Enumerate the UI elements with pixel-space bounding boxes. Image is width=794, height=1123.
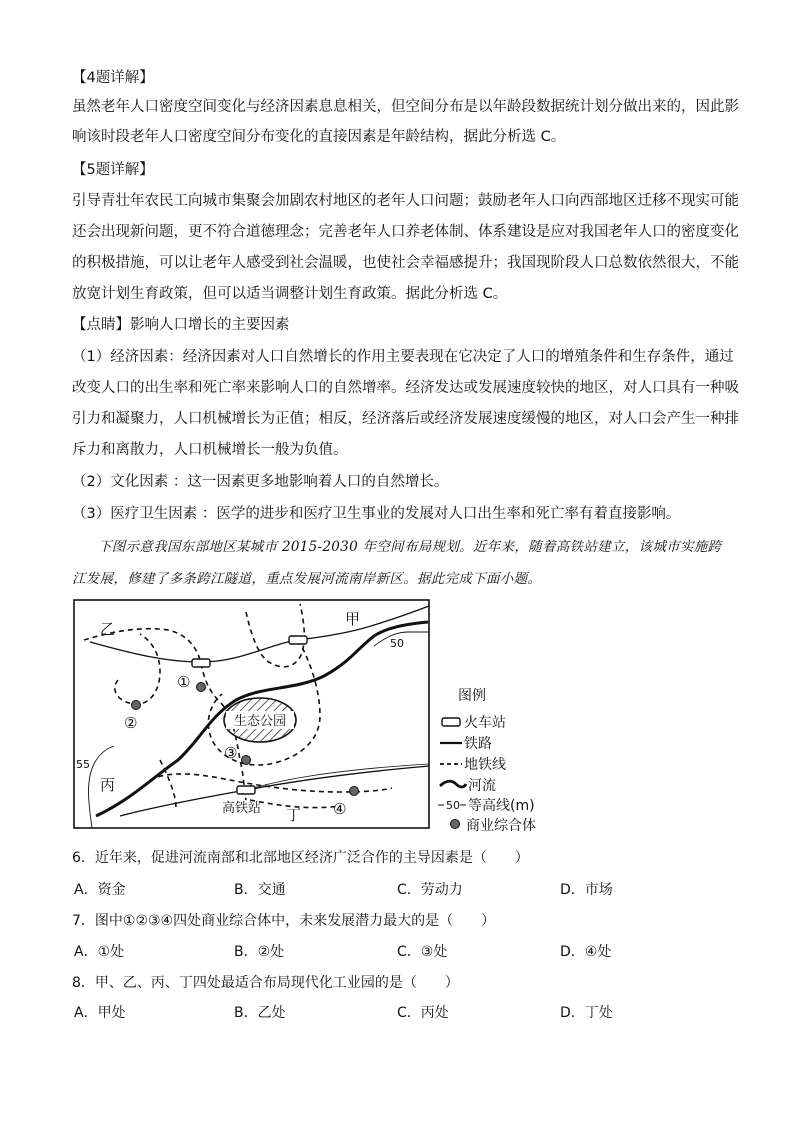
intro-line-2: 江发展，修建了多条跨江隧道，重点发展河流南岸新区。据此完成下面小题。 — [72, 571, 542, 587]
commercial-complex-3 — [242, 756, 251, 765]
tip-heading: 【点睛】影响人口增长的主要因素 — [72, 317, 290, 333]
legend-label-contour: 等高线(m) — [468, 798, 535, 814]
legend-commercial-complex-icon — [451, 820, 460, 829]
legend-train-station-icon — [442, 718, 460, 726]
question-7-option-c[interactable]: C．③处 — [397, 944, 448, 960]
label-bing: 丙 — [100, 776, 116, 794]
question-7-option-d[interactable]: D．④处 — [560, 944, 612, 960]
tip-line-4: 斥力和离散力，人口机械增长一般为负值。 — [72, 442, 348, 458]
railway-south — [120, 766, 429, 816]
question-8-option-b[interactable]: B．乙处 — [234, 1005, 286, 1021]
commercial-complex-1 — [197, 683, 206, 692]
train-station-icon — [192, 659, 210, 667]
question-6-option-a[interactable]: A．资金 — [74, 882, 126, 898]
tip-line-5: （2）文化因素 ：这一因素更多地影响着人口的自然增长。 — [72, 474, 449, 490]
q4-heading: 【4题详解】 — [72, 70, 154, 86]
q5-line-2: 还会出现新问题，更不符合道德理念；完善老年人口养老体制、体系建设是应对我国老年人口的密度变化 — [72, 224, 739, 240]
legend-label-river: 河流 — [468, 778, 496, 794]
legend-label-railway: 铁路 — [464, 736, 492, 752]
eco-park-label: 生态公园 — [233, 714, 287, 729]
legend-label-commercial-complex: 商业综合体 — [466, 818, 536, 834]
label-ding: 丁 — [286, 806, 302, 824]
question-7-stem: 7．图中①②③④四处商业综合体中，未来发展潜力最大的是（ ） — [72, 913, 496, 929]
q5-heading: 【5题详解】 — [72, 162, 154, 178]
legend-contour-sample: 50 — [446, 799, 460, 812]
q5-line-1: 引导青壮年农民工向城市集聚会加剧农村地区的老年人口问题；鼓励老年人口向西部地区迁移不现实可能 — [72, 193, 739, 209]
question-8-option-d[interactable]: D．丁处 — [560, 1005, 613, 1021]
map-legend — [438, 688, 536, 834]
label-site-3: ③ — [224, 744, 238, 762]
commercial-complex-2 — [132, 701, 141, 710]
question-7-option-a[interactable]: A．①处 — [74, 944, 125, 960]
label-yi: 乙 — [100, 620, 116, 638]
question-8-stem: 8．甲、乙、丙、丁四处最适合布局现代化工业园的是（ ） — [72, 975, 459, 991]
legend-label-subway: 地铁线 — [464, 757, 506, 773]
question-6-option-b[interactable]: B．交通 — [234, 882, 286, 898]
label-site-4: ④ — [333, 800, 347, 818]
question-7-option-b[interactable]: B．②处 — [234, 944, 285, 960]
commercial-complex-4 — [350, 787, 359, 796]
legend-label-train-station: 火车站 — [464, 715, 506, 731]
label-site-2: ② — [124, 714, 138, 732]
tip-line-6: （3）医疗卫生因素 ：医学的进步和医疗卫生事业的发展对人口出生率和死亡率有着直接影响。 — [72, 506, 681, 522]
question-8-option-a[interactable]: A．甲处 — [74, 1005, 126, 1021]
legend-title: 图例 — [458, 688, 486, 704]
question-6-stem: 6．近年来，促进河流南部和北部地区经济广泛合作的主导因素是（ ） — [72, 850, 529, 866]
label-contour-55: 55 — [76, 758, 90, 771]
q4-line-2: 响该时段老年人口密度空间分布变化的直接因素是年龄结构，据此分析选 C。 — [72, 129, 566, 145]
q4-line-1: 虽然老年人口密度空间变化与经济因素息息相关，但空间分布是以年龄段数据统计划分做出来的，因此影 — [72, 99, 739, 115]
intro-line-1: 下图示意我国东部地区某城市 2015-2030 年空间布局规划。近年来，随着高铁站建立，该城市实施跨 — [98, 539, 722, 555]
tip-line-1: （1）经济因素：经济因素对人口自然增长的作用主要表现在它决定了人口的增殖条件和生存条件，通过 — [72, 349, 734, 365]
q5-line-3: 的积极措施，可以让老年人感受到社会温暖，也使社会幸福感提升；我国现阶段人口总数依然很大，不能 — [72, 255, 739, 271]
label-contour-50: 50 — [390, 637, 404, 650]
question-6-option-d[interactable]: D．市场 — [560, 882, 613, 898]
tip-line-2: 改变人口的出生率和死亡率来影响人口的自然增率。经济发达或发展速度较快的地区，对人口具有一种吸 — [72, 380, 739, 396]
hsr-station-icon — [237, 786, 255, 794]
train-station-icon — [289, 636, 307, 644]
tip-line-3: 引力和凝聚力，人口机械增长为正值；相反，经济落后或经济发展速度缓慢的地区，对人口会产生一种排 — [72, 411, 739, 427]
label-site-1: ① — [177, 673, 191, 691]
question-6-option-c[interactable]: C．劳动力 — [397, 882, 463, 898]
question-8-option-c[interactable]: C．丙处 — [397, 1005, 449, 1021]
label-hsr-station: 高铁站 — [222, 801, 262, 816]
q5-line-4: 放宽计划生育政策，但可以适当调整计划生育政策。据此分析选 C。 — [72, 286, 508, 302]
label-jia: 甲 — [345, 610, 361, 628]
legend-river-icon — [440, 781, 466, 787]
